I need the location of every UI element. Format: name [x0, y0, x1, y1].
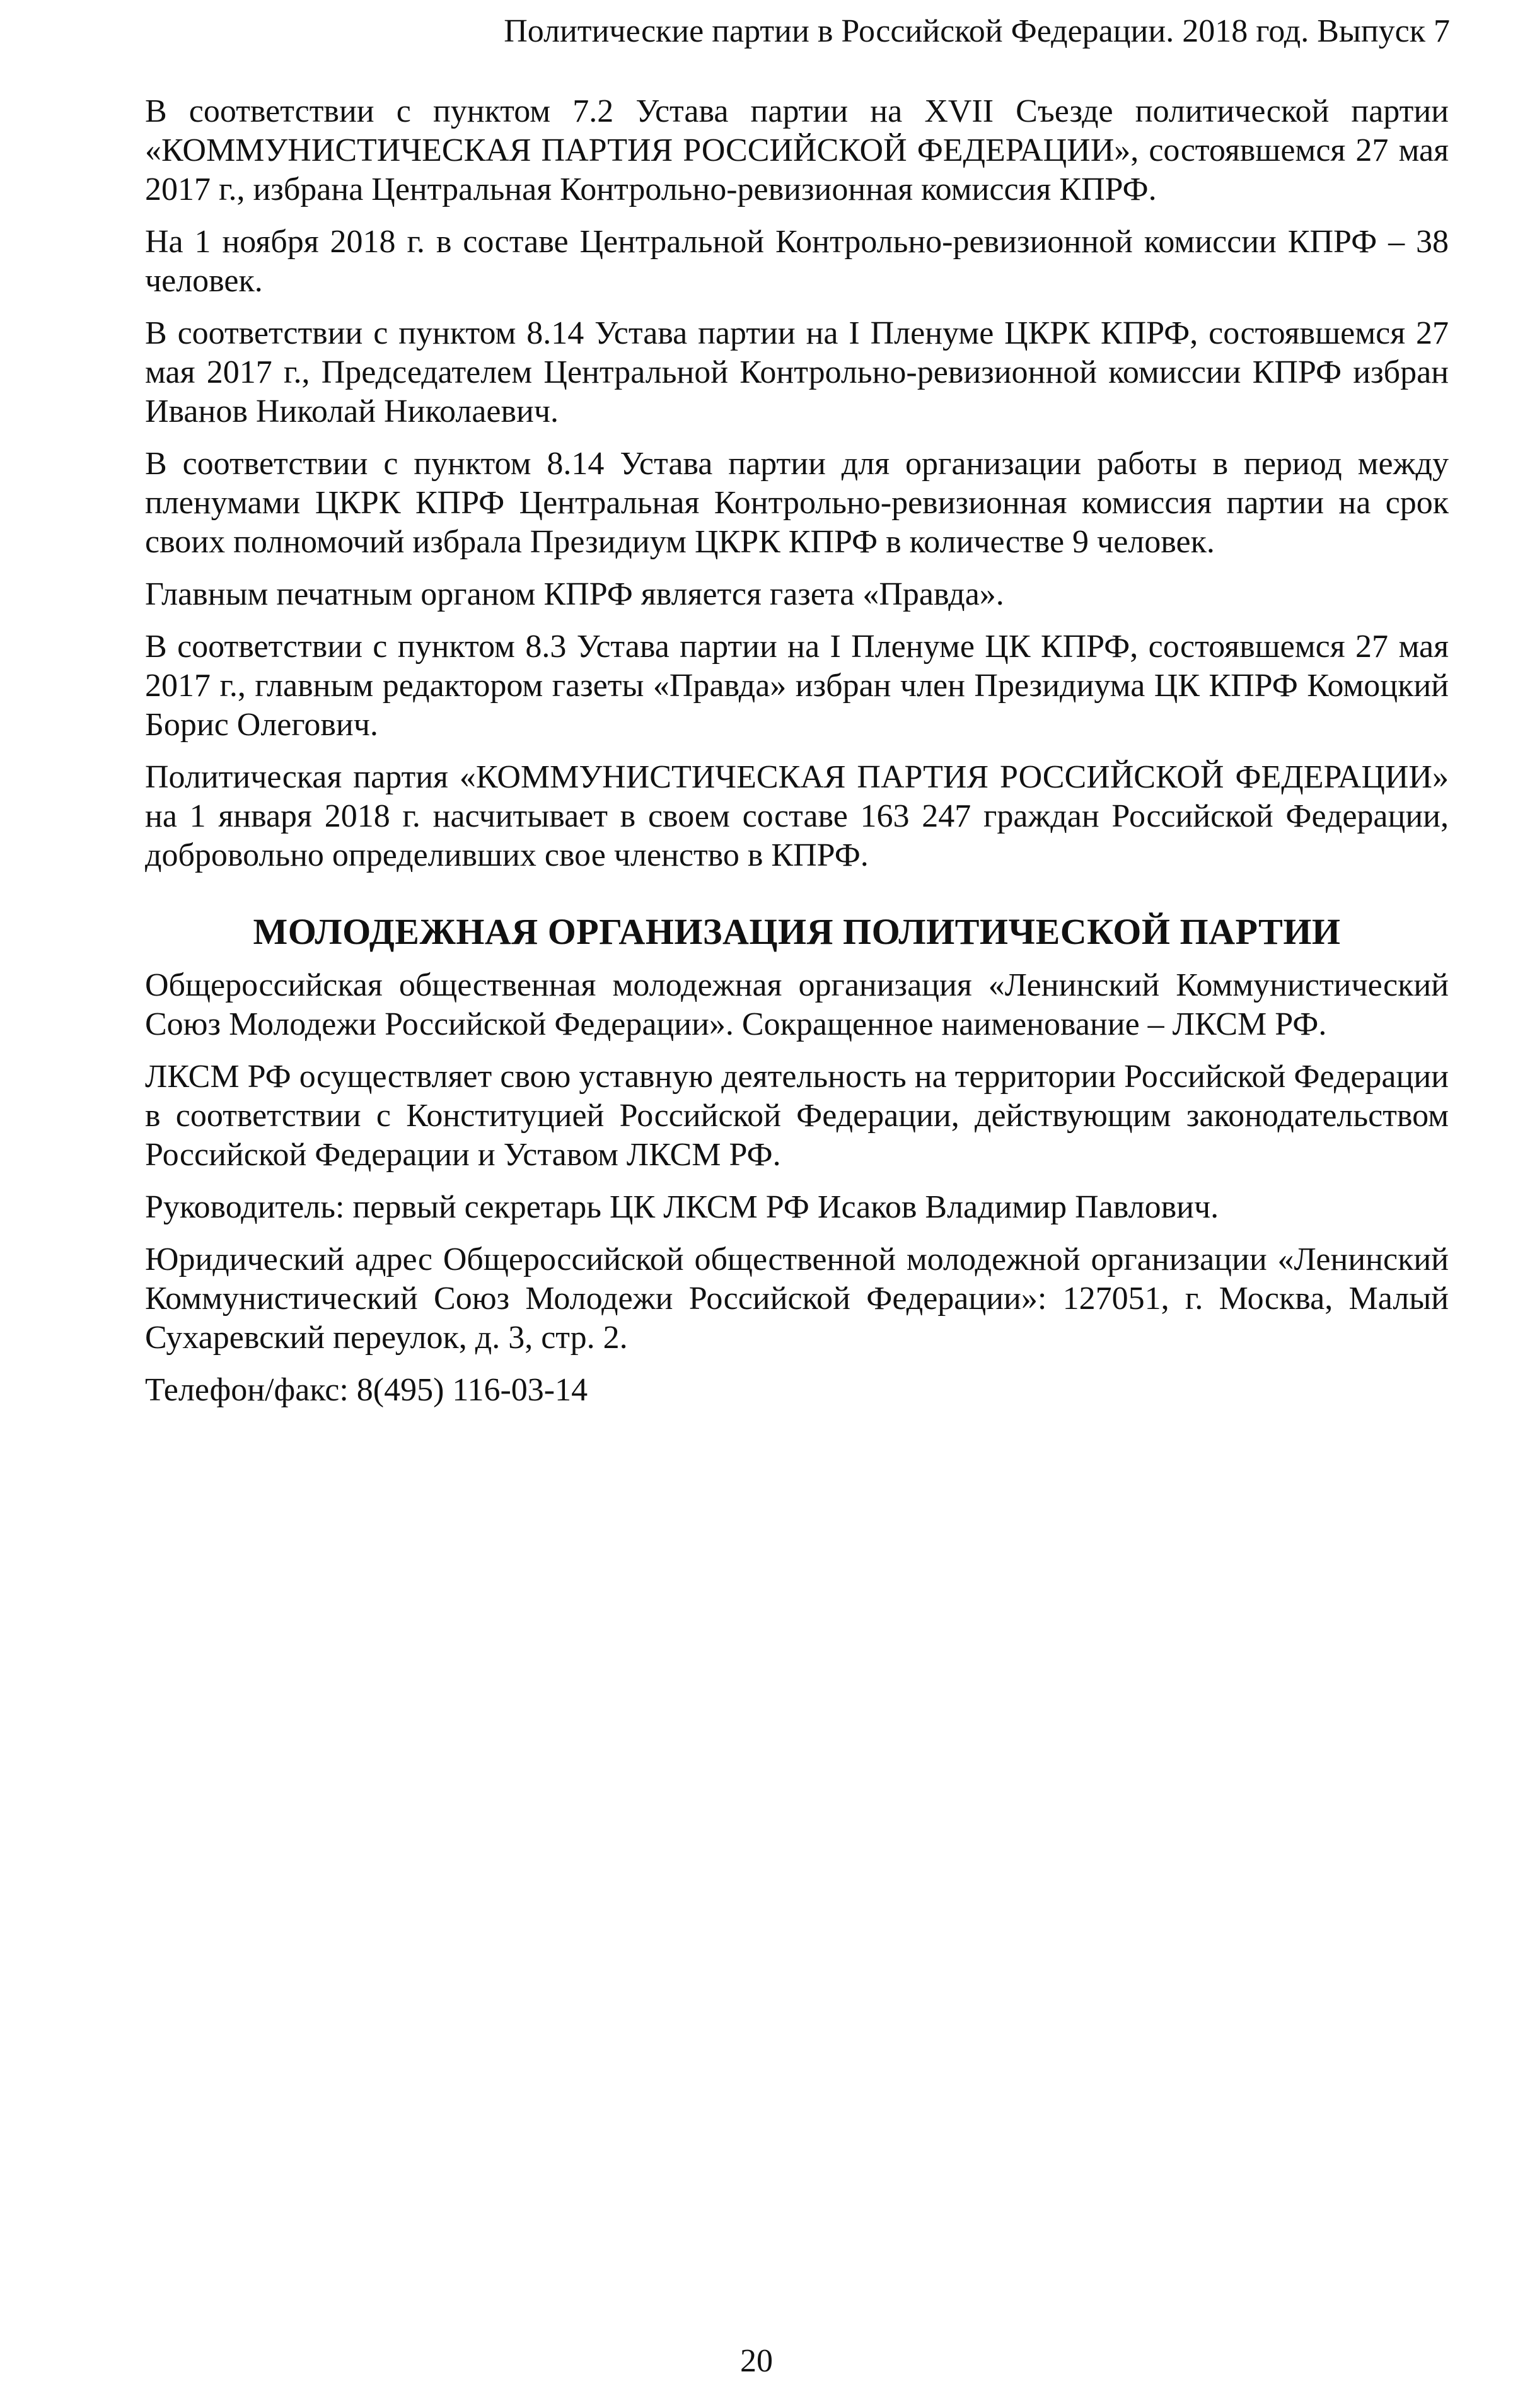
page-body: [145, 92, 1449, 1423]
paragraph-press-organ: Главным печатным органом КПРФ является газета «Правда».: [145, 576, 1004, 612]
paragraph-youth-leader: Руководитель: первый секретарь ЦК ЛКСМ РФ Исаков Владимир Павлович.: [145, 1189, 1219, 1225]
page-number: 20: [740, 2343, 773, 2379]
paragraph-ckrk-presidium: В соответствии с пунктом 8.14 Устава партии для организации работы в период между пленумами ЦКРК КПРФ Центральная Контрольно-ревизионная комиссия партии на срок своих полномочий избрала Президиум ЦКРК КПРФ в количестве 9 человек.: [145, 446, 1449, 560]
paragraph-youth-name: Общероссийская общественная молодежная организация «Ленинский Коммунистический Союз Молодежи Российской Федерации». Сокращенное наименование – ЛКСМ РФ.: [145, 967, 1449, 1042]
paragraph-ckrk-chairman: В соответствии с пунктом 8.14 Устава партии на I Пленуме ЦКРК КПРФ, состоявшемся 27 мая 2017 г., Председателем Центральной Контрольно-ревизионной комиссии КПРФ избран Иванов Николай Николаевич.: [145, 315, 1449, 429]
running-head: Политические партии в Российской Федерации. 2018 год. Выпуск 7: [504, 13, 1450, 49]
section-heading-youth: МОЛОДЕЖНАЯ ОРГАНИЗАЦИЯ ПОЛИТИЧЕСКОЙ ПАРТИИ: [253, 911, 1341, 952]
paragraph-ckrk-size: На 1 ноября 2018 г. в составе Центральной Контрольно-ревизионной комиссии КПРФ – 38 человек.: [145, 224, 1449, 299]
paragraph-chief-editor: В соответствии с пунктом 8.3 Устава партии на I Пленуме ЦК КПРФ, состоявшемся 27 мая 2017 г., главным редактором газеты «Правда» избран член Президиума ЦК КПРФ Комоцкий Борис Олегович.: [145, 629, 1449, 743]
paragraph-youth-activity: ЛКСМ РФ осуществляет свою уставную деятельность на территории Российской Федерации в соответствии с Конституцией Российской Федерации, действующим законодательством Российской Федерации и Уставом ЛКСМ РФ.: [145, 1059, 1449, 1173]
paragraph-youth-phone: Телефон/факс: 8(495) 116-03-14: [145, 1372, 588, 1408]
paragraph-membership: Политическая партия «КОММУНИСТИЧЕСКАЯ ПАРТИЯ РОССИЙСКОЙ ФЕДЕРАЦИИ» на 1 января 2018 г. насчитывает в своем составе 163 247 граждан Российской Федерации, добровольно определивших свое членство в КПРФ.: [145, 759, 1449, 873]
paragraph-youth-address: Юридический адрес Общероссийской общественной молодежной организации «Ленинский Коммунистический Союз Молодежи Российской Федерации»: 127051, г. Москва, Малый Сухаревский переулок, д. 3, стр. 2.: [145, 1242, 1449, 1356]
paragraph-ckrk-elected: В соответствии с пунктом 7.2 Устава партии на XVII Съезде политической партии «КОММУНИСТИЧЕСКАЯ ПАРТИЯ РОССИЙСКОЙ ФЕДЕРАЦИИ», состоявшемся 27 мая 2017 г., избрана Центральная Контрольно-ревизионная комиссия КПРФ.: [145, 93, 1449, 207]
